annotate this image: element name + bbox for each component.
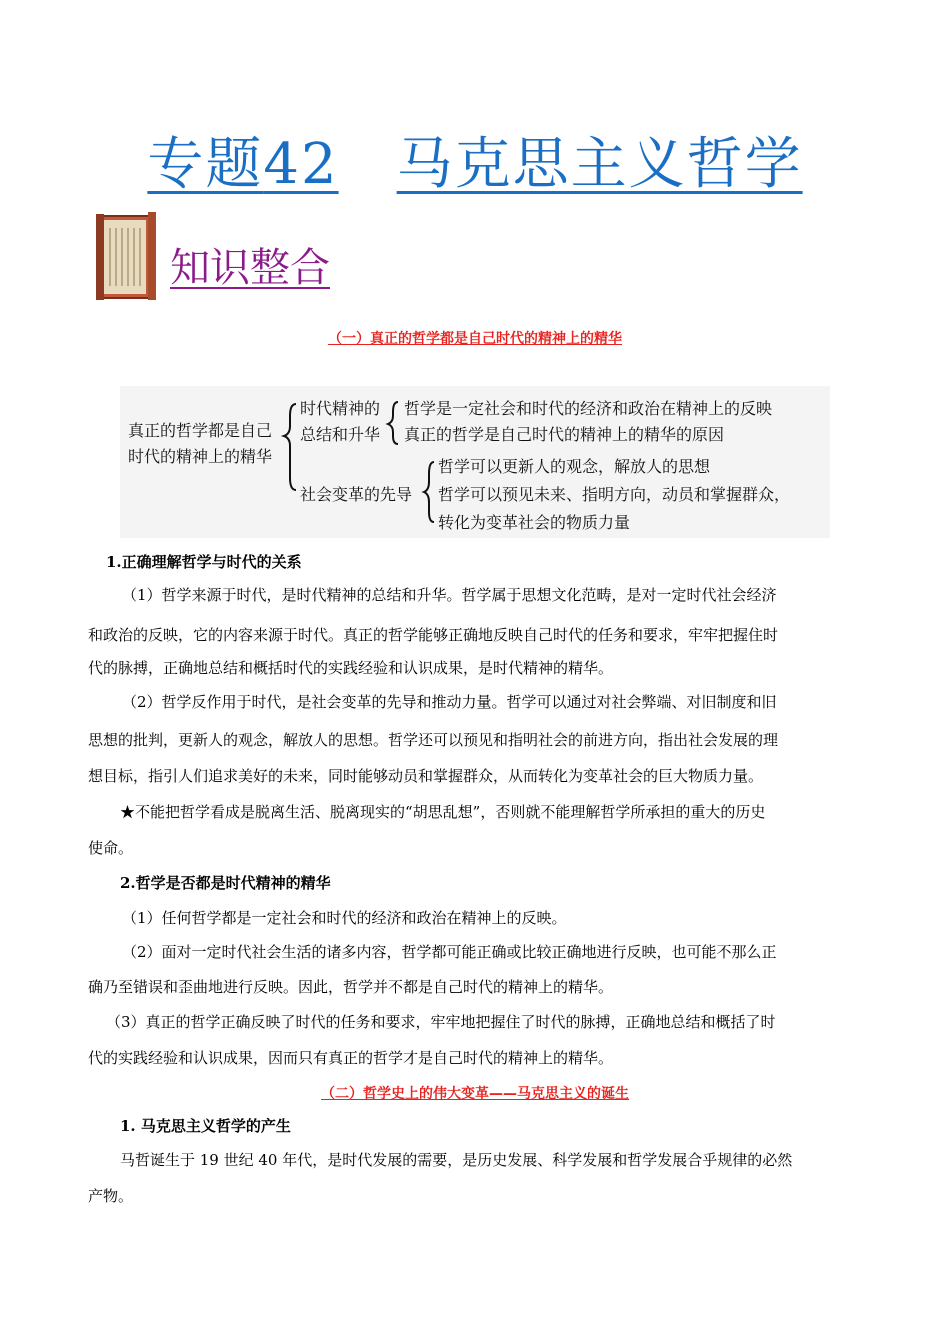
diagram-leaf2: 真正的哲学是自己时代的精神上的精华的原因 xyxy=(404,425,725,444)
para2-line3: 想目标，指引人们追求美好的未来，同时能够动员和掌握群众，从而转化为变革社会的巨大物质力量。 xyxy=(88,767,764,785)
para3-line2: 使命。 xyxy=(88,839,134,857)
diagram-leaf5: 转化为变革社会的物质力量 xyxy=(438,513,631,532)
para5-line1: （2）面对一定时代社会生活的诸多内容，哲学都可能正确或比较正确地进行反映，也可能不那么正 xyxy=(122,943,777,961)
diagram-leaf3: 哲学可以更新人的观念，解放人的思想 xyxy=(438,457,711,476)
book-icon xyxy=(94,210,158,302)
para3-line1: ★不能把哲学看成是脱离生活、脱离现实的“胡思乱想”，否则就不能理解哲学所承担的重大的历史 xyxy=(120,803,766,821)
title-part1: 专题 xyxy=(147,132,264,197)
title-number: 42 xyxy=(263,132,339,197)
section2-heading: （二）哲学史上的伟大变革——马克思主义的诞生 xyxy=(321,1086,629,1102)
title-part2: 马克思主义哲学 xyxy=(396,132,803,197)
diagram-branch1-line1: 时代精神的 xyxy=(300,399,381,418)
heading-3: 1. 马克思主义哲学的产生 xyxy=(120,1117,291,1135)
section-banner-label: 知识整合 xyxy=(170,245,330,291)
para7-line2: 产物。 xyxy=(88,1187,134,1205)
para6-line1: （3）真正的哲学正确反映了时代的任务和要求，牢牢地把握住了时代的脉搏，正确地总结和概括了时 xyxy=(106,1013,776,1031)
diagram-root-line1: 真正的哲学都是自己 xyxy=(128,421,273,440)
heading-1: 1.正确理解哲学与时代的关系 xyxy=(106,553,302,571)
diagram-leaf1: 哲学是一定社会和时代的经济和政治在精神上的反映 xyxy=(404,399,773,418)
para2-line1: （2）哲学反作用于时代，是社会变革的先导和推动力量。哲学可以通过对社会弊端、对旧制度和旧 xyxy=(122,693,777,711)
para7-line1: 马哲诞生于 19 世纪 40 年代，是时代发展的需要，是历史发展、科学发展和哲学发展合乎规律的必然 xyxy=(120,1151,793,1169)
section1-heading: （一）真正的哲学都是自己时代的精神上的精华 xyxy=(328,331,622,347)
concept-diagram xyxy=(120,386,830,538)
para4: （1）任何哲学都是一定社会和时代的经济和政治在精神上的反映。 xyxy=(122,909,567,927)
para1-line2: 和政治的反映，它的内容来源于时代。真正的哲学能够正确地反映自己时代的任务和要求，牢牢把握住时 xyxy=(88,626,779,644)
title-gap xyxy=(339,132,397,197)
para5-line2: 确乃至错误和歪曲地进行反映。因此，哲学并不都是自己时代的精神上的精华。 xyxy=(88,978,614,996)
para1-line3: 代的脉搏，正确地总结和概括时代的实践经验和认识成果，是时代精神的精华。 xyxy=(88,659,614,677)
para2-line2: 思想的批判，更新人的观念，解放人的思想。哲学还可以预见和指明社会的前进方向，指出社会发展的理 xyxy=(88,731,779,749)
heading-2: 2.哲学是否都是时代精神的精华 xyxy=(120,874,331,892)
page-title xyxy=(0,120,950,200)
para6-line2: 代的实践经验和认识成果，因而只有真正的哲学才是自己时代的精神上的精华。 xyxy=(88,1049,614,1067)
diagram-branch2: 社会变革的先导 xyxy=(300,485,413,504)
diagram-branch1-line2: 总结和升华 xyxy=(300,425,381,444)
diagram-root-line2: 时代的精神上的精华 xyxy=(128,447,273,466)
diagram-leaf4: 哲学可以预见未来、指明方向，动员和掌握群众， xyxy=(438,485,791,504)
para1-line1: （1）哲学来源于时代，是时代精神的总结和升华。哲学属于思想文化范畴，是对一定时代社会经济 xyxy=(122,586,777,604)
